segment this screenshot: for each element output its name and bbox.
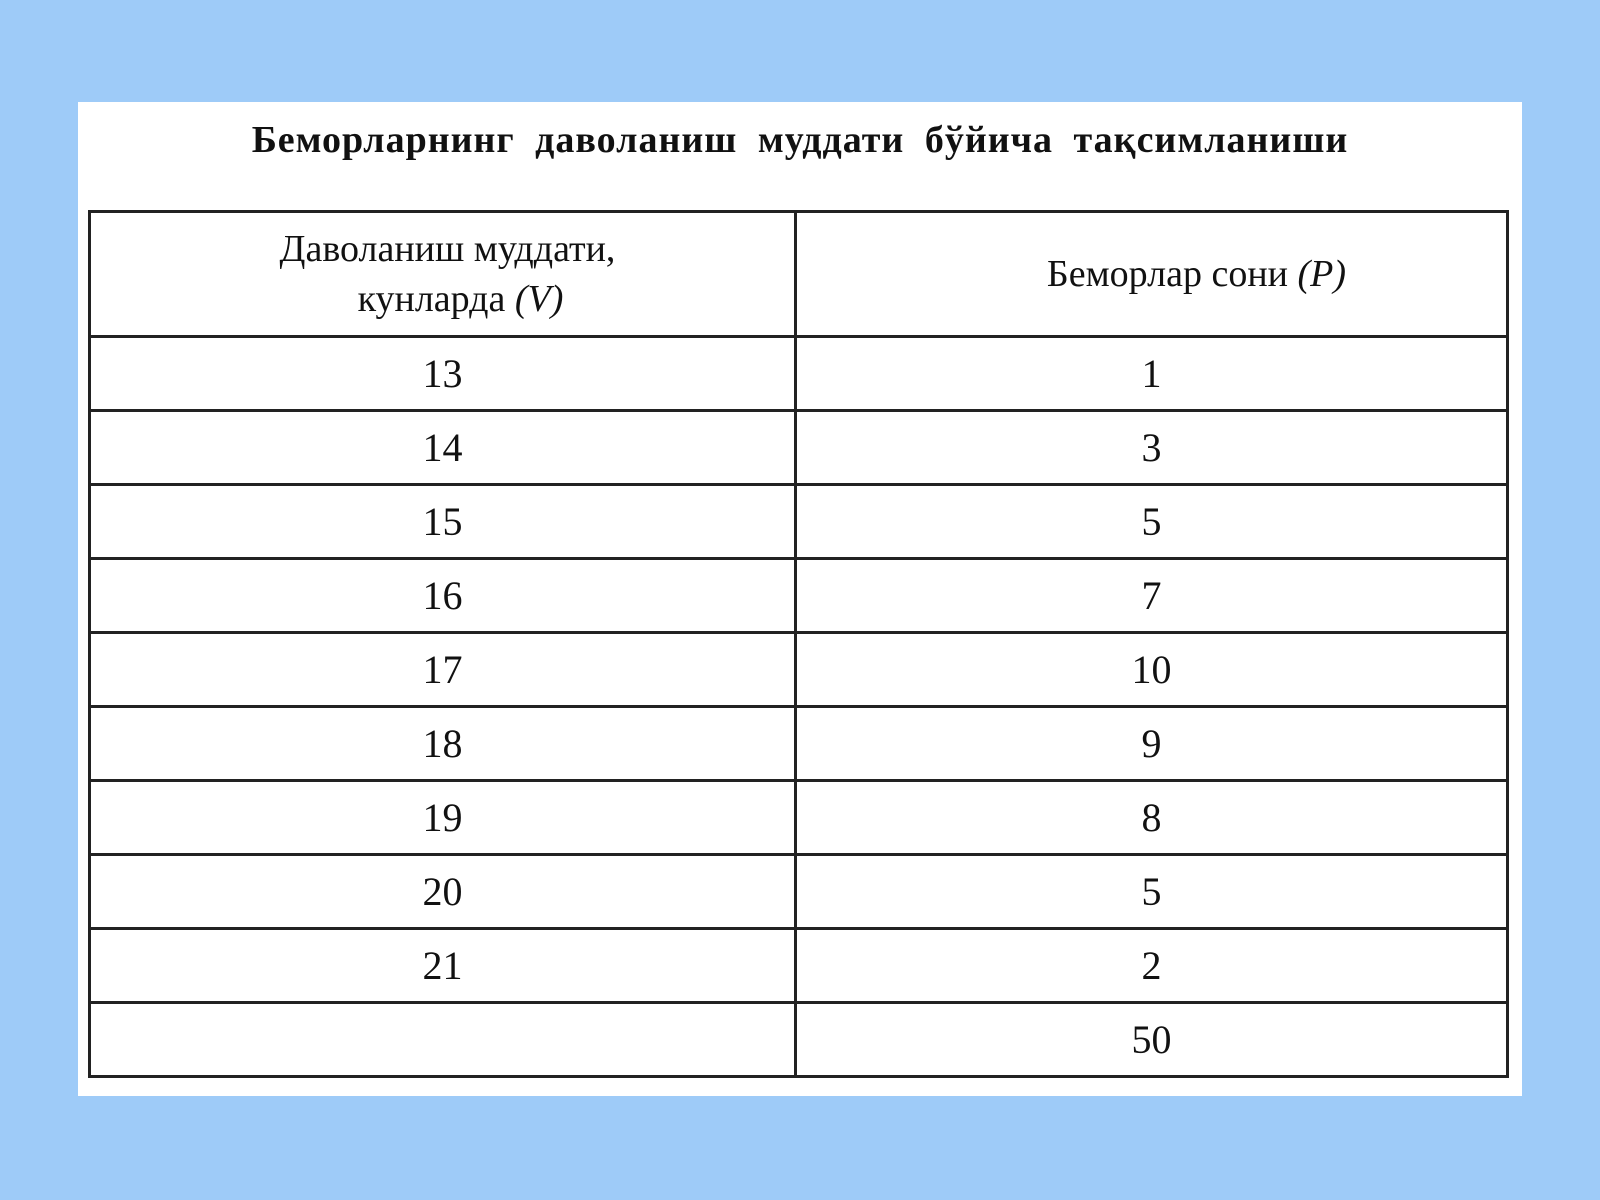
- cell-days: 19: [90, 781, 796, 855]
- header-col1-line2: [91, 274, 794, 324]
- document-sheet: [78, 102, 1522, 1096]
- cell-total-label: [90, 1003, 796, 1077]
- cell-days: 15: [90, 485, 796, 559]
- cell-patients: 9: [796, 707, 1508, 781]
- table-row: [90, 633, 1508, 707]
- cell-days: 18: [90, 707, 796, 781]
- cell-days: 13: [90, 337, 796, 411]
- cell-patients: 10: [796, 633, 1508, 707]
- table-row: [90, 337, 1508, 411]
- cell-patients: 3: [796, 411, 1508, 485]
- cell-patients: 1: [796, 337, 1508, 411]
- header-col2-wrap: [957, 249, 1346, 299]
- cell-days: 14: [90, 411, 796, 485]
- cell-patients: 2: [796, 929, 1508, 1003]
- table-title: Беморларнинг даволаниш муддати бўйича тақсимланиши: [251, 119, 1349, 161]
- cell-total-patients: 50: [796, 1003, 1508, 1077]
- cell-patients: 5: [796, 485, 1508, 559]
- table-row: [90, 781, 1508, 855]
- table-row: [90, 559, 1508, 633]
- cell-days: 16: [90, 559, 796, 633]
- cell-days: 17: [90, 633, 796, 707]
- header-col2-symbol: (P): [1297, 253, 1347, 295]
- cell-patients: 7: [796, 559, 1508, 633]
- header-col1-line1: Даволаниш муддати,: [279, 228, 616, 270]
- table-header-row: [90, 212, 1508, 337]
- header-col2-text: Беморлар сони: [1046, 253, 1289, 295]
- header-col1-unit: кунларда: [357, 278, 506, 320]
- header-patient-count: [796, 212, 1508, 337]
- table-row: [90, 707, 1508, 781]
- table-row: [90, 485, 1508, 559]
- table-row: [90, 855, 1508, 929]
- cell-days: 21: [90, 929, 796, 1003]
- header-treatment-duration: [90, 212, 796, 337]
- table-row: [90, 411, 1508, 485]
- cell-patients: 5: [796, 855, 1508, 929]
- distribution-table: [88, 210, 1509, 1078]
- header-col1-symbol: (V): [514, 278, 564, 320]
- cell-days: 20: [90, 855, 796, 929]
- table-total-row: [90, 1003, 1508, 1077]
- cell-patients: 8: [796, 781, 1508, 855]
- table-row: [90, 929, 1508, 1003]
